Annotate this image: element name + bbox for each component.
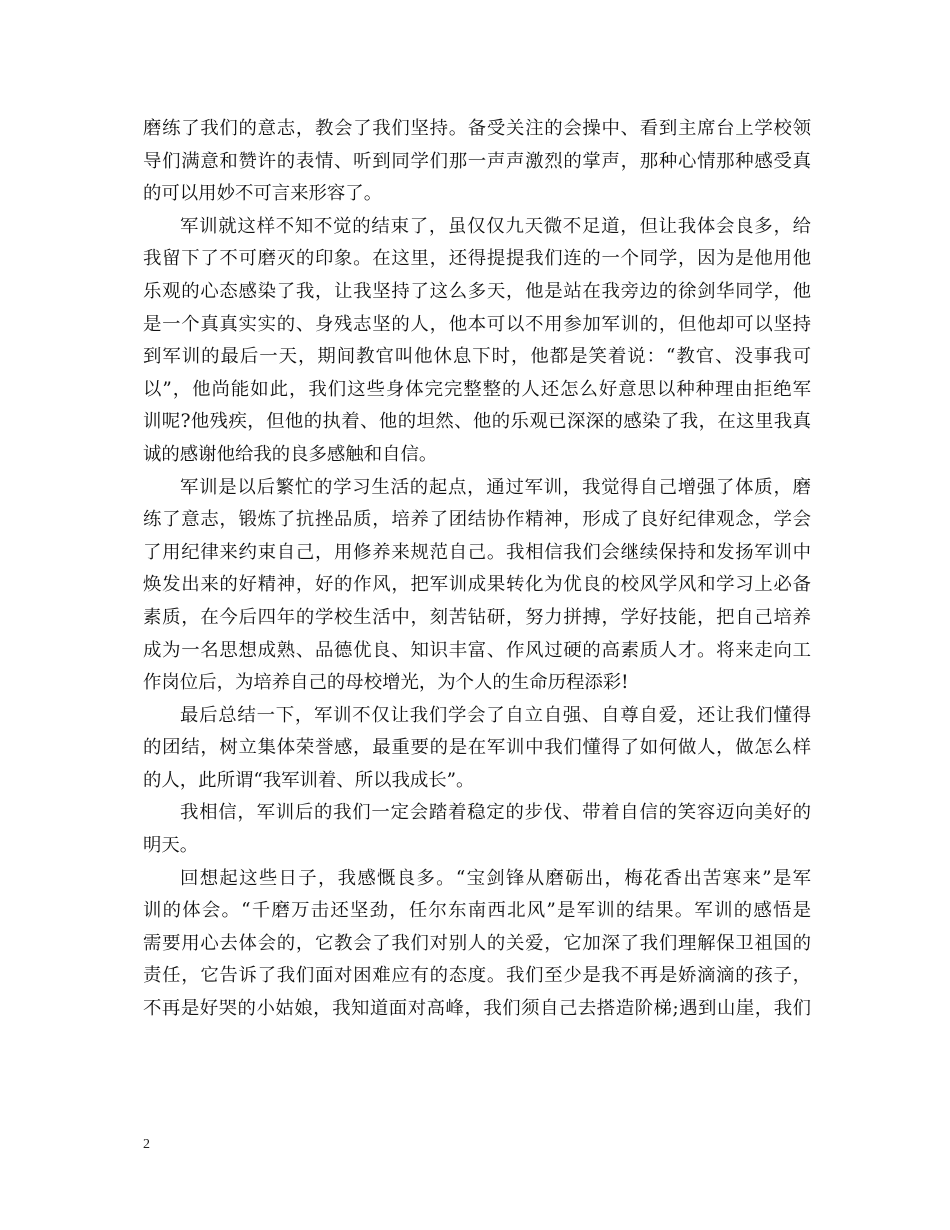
body-text: [143, 113, 811, 1026]
text-line: 焕发出来的好精神，好的作风，把军训成果转化为优良的校风学风和学习上必备: [143, 574, 811, 596]
text-line: 最后总结一下，军训不仅让我们学会了自立自强、自尊自爱，还让我们懂得: [180, 704, 811, 726]
text-line: 的可以用妙不可言来形容了。: [143, 183, 383, 205]
text-line: 的团结，树立集体荣誉感，最重要的是在军训中我们懂得了如何做人，做怎么样: [143, 737, 811, 759]
text-line: 我相信，军训后的我们一定会踏着稳定的步伐、带着自信的笑容迈向美好的: [180, 802, 811, 824]
text-line: 磨练了我们的意志，教会了我们坚持。备受关注的会操中、看到主席台上学校领: [143, 118, 811, 139]
text-line: 我留下了不可磨灭的印象。在这里，还得提提我们连的一个同学，因为是他用他: [143, 248, 811, 270]
text-line: 训呢?他残疾，但他的执着、他的坦然、他的乐观已深深的感染了我，在这里我真: [143, 411, 811, 433]
text-line: 军训就这样不知不觉的结束了，虽仅仅九天微不足道，但让我体会良多，给: [180, 215, 811, 237]
page-number: 2: [143, 1137, 150, 1152]
text-line: 了用纪律来约束自己，用修养来规范自己。我相信我们会继续保持和发扬军训中: [143, 541, 811, 563]
text-line: 到军训的最后一天，期间教官叫他休息下时，他都是笑着说：“教官、没事我可: [143, 346, 811, 368]
text-line: 明天。: [143, 835, 199, 857]
text-line: 练了意志，锻炼了抗挫品质，培养了团结协作精神，形成了良好纪律观念，学会: [143, 509, 811, 531]
text-line: 作岗位后，为培养自己的母校增光，为个人的生命历程添彩!: [143, 672, 629, 694]
text-line: 的人，此所谓“我军训着、所以我成长”。: [143, 769, 475, 791]
text-line: 成为一名思想成熟、品德优良、知识丰富、作风过硬的高素质人才。将来走向工: [143, 639, 811, 661]
text-line: 诚的感谢他给我的良多感触和自信。: [143, 443, 438, 465]
text-line: 需要用心去体会的，它教会了我们对别人的关爱，它加深了我们理解保卫祖国的: [143, 932, 811, 954]
text-line: 责任，它告诉了我们面对困难应有的态度。我们至少是我不再是娇滴滴的孩子，: [143, 965, 811, 987]
text-line: 导们满意和赞许的表情、听到同学们那一声声激烈的掌声，那种心情那种感受真: [143, 150, 811, 172]
text-line: 不再是好哭的小姑娘，我知道面对高峰，我们须自己去搭造阶梯;遇到山崖，我们: [143, 998, 811, 1020]
text-line: 军训是以后繁忙的学习生活的起点，通过军训，我觉得自己增强了体质，磨: [180, 476, 811, 498]
text-line: 回想起这些日子，我感慨良多。“宝剑锋从磨砺出，梅花香出苦寒来”是军: [180, 867, 811, 889]
text-line: 训的体会。“千磨万击还坚劲，任尔东南西北风”是军训的结果。军训的感悟是: [143, 900, 811, 922]
text-line: 是一个真真实实的、身残志坚的人，他本可以不用参加军训的，但他却可以坚持: [143, 313, 811, 335]
text-line: 乐观的心态感染了我，让我坚持了这么多天，他是站在我旁边的徐剑华同学，他: [143, 280, 811, 302]
text-line: 素质，在今后四年的学校生活中，刻苦钻研，努力拼搏，学好技能，把自己培养: [143, 606, 811, 628]
text-line: 以”，他尚能如此，我们这些身体完完整整的人还怎么好意思以种种理由拒绝军: [143, 378, 811, 400]
